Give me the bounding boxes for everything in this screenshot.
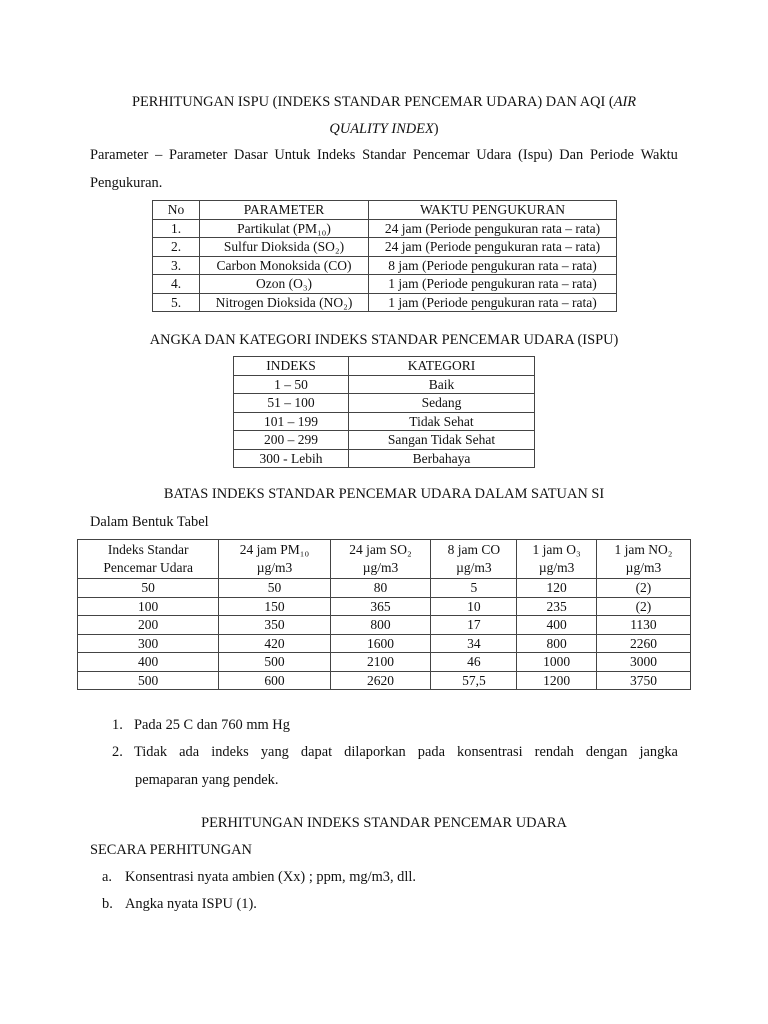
table-cell: 350 xyxy=(219,616,330,635)
perhitungan-section-title: PERHITUNGAN INDEKS STANDAR PENCEMAR UDARA xyxy=(201,815,567,831)
intro-word: Untuk xyxy=(274,147,311,163)
table-cell: 200 – 299 xyxy=(234,431,349,450)
table-cell: Tidak Sehat xyxy=(349,412,535,431)
table-header-cell xyxy=(517,540,597,579)
list-item xyxy=(102,869,416,886)
table-row xyxy=(234,375,535,394)
header-line: µg/m3 xyxy=(362,560,399,575)
table-header-cell: No xyxy=(153,201,200,220)
table-header-cell: PARAMETER xyxy=(200,201,369,220)
batas-table xyxy=(77,539,691,690)
table-cell: Partikulat (PM₁₀) xyxy=(200,219,369,238)
table-cell: 51 – 100 xyxy=(234,394,349,413)
table-cell: 300 xyxy=(78,634,219,653)
kategori-table xyxy=(233,356,535,468)
header-line: 24 jam SO₂ xyxy=(349,542,412,557)
table-cell: 200 xyxy=(78,616,219,635)
table-cell: 100 xyxy=(78,597,219,616)
header-line: µg/m3 xyxy=(456,560,492,575)
list-item xyxy=(102,896,257,913)
header-line: Pencemar Udara xyxy=(103,560,193,575)
intro-word: Indeks xyxy=(317,147,356,163)
table-cell: Sulfur Dioksida (SO₂) xyxy=(200,238,369,257)
header-line: Indeks Standar xyxy=(107,542,189,557)
header-line: 1 jam NO₂ xyxy=(614,542,673,557)
title-text: ) xyxy=(433,121,439,137)
header-line: 8 jam CO xyxy=(447,542,501,557)
table-cell: 400 xyxy=(517,616,597,635)
secara-perhitungan-heading: SECARA PERHITUNGAN xyxy=(90,842,252,858)
intro-word: (Ispu) xyxy=(518,147,553,163)
table-header-cell: INDEKS xyxy=(234,357,349,376)
intro-word: Waktu xyxy=(640,147,678,163)
title-italic-text: QUALITY INDEX xyxy=(329,121,434,137)
table-cell: Nitrogen Dioksida (NO₂) xyxy=(200,293,369,312)
footnote-word: jangka xyxy=(639,744,678,760)
table-cell: 235 xyxy=(517,597,597,616)
table-row xyxy=(153,275,617,294)
table-cell: Carbon Monoksida (CO) xyxy=(200,256,369,275)
table-row xyxy=(153,256,617,275)
table-cell: 400 xyxy=(78,653,219,672)
intro-word: Parameter xyxy=(168,147,228,163)
table-cell: Sangan Tidak Sehat xyxy=(349,431,535,450)
table-cell: 8 jam (Periode pengukuran rata – rata) xyxy=(369,256,617,275)
table-header-row xyxy=(234,357,535,376)
table-cell: 50 xyxy=(78,579,219,598)
table-header-row xyxy=(78,540,691,579)
intro-word: Parameter xyxy=(90,147,149,163)
table-row xyxy=(153,238,617,257)
list-item-text: Angka nyata ISPU (1). xyxy=(125,896,257,912)
table-cell: 2620 xyxy=(330,671,431,690)
title-italic-text: AIR xyxy=(613,94,637,110)
table-cell: 800 xyxy=(330,616,431,635)
table-header-cell xyxy=(78,540,219,579)
table-cell: 1130 xyxy=(596,616,690,635)
table-cell: 80 xyxy=(330,579,431,598)
table-cell: 1 jam (Periode pengukuran rata – rata) xyxy=(369,293,617,312)
intro-word: Periode xyxy=(589,147,634,163)
header-line: µg/m3 xyxy=(625,560,662,575)
table-header-cell: KATEGORI xyxy=(349,357,535,376)
table-cell: Sedang xyxy=(349,394,535,413)
table-cell: 1000 xyxy=(517,653,597,672)
table-cell: 500 xyxy=(219,653,330,672)
table-cell: 2. xyxy=(153,238,200,257)
table-cell: 800 xyxy=(517,634,597,653)
header-line: µg/m3 xyxy=(538,560,575,575)
table-cell: 300 - Lebih xyxy=(234,449,349,468)
footnote-word: Tidak xyxy=(134,744,168,760)
document-title-line1 xyxy=(0,94,768,111)
batas-section-title: BATAS INDEKS STANDAR PENCEMAR UDARA DALAM SATUAN SI xyxy=(163,486,605,502)
table-cell: 1200 xyxy=(517,671,597,690)
intro-word: – xyxy=(155,147,163,163)
table-row xyxy=(78,653,691,672)
table-row xyxy=(78,616,691,635)
table-cell: (2) xyxy=(596,597,690,616)
table-row xyxy=(78,671,691,690)
table-cell: 5. xyxy=(153,293,200,312)
footnote-word: dapat xyxy=(300,744,333,760)
table-cell: 1 – 50 xyxy=(234,375,349,394)
footnote-1 xyxy=(112,717,290,734)
table-row xyxy=(234,394,535,413)
footnote-2-continuation: pemaparan yang pendek. xyxy=(135,772,279,788)
intro-word: Dasar xyxy=(234,147,268,163)
parameter-table xyxy=(152,200,617,312)
table-header-row xyxy=(153,201,617,220)
table-cell: 101 – 199 xyxy=(234,412,349,431)
list-item-label: b. xyxy=(102,896,113,912)
table-header-cell xyxy=(431,540,517,579)
table-cell: 34 xyxy=(431,634,517,653)
table-cell: 2260 xyxy=(596,634,690,653)
table-row xyxy=(153,293,617,312)
header-line: 1 jam O₃ xyxy=(532,542,581,557)
table-cell: 600 xyxy=(219,671,330,690)
table-cell: 10 xyxy=(431,597,517,616)
table-cell: 1. xyxy=(153,219,200,238)
table-cell: 2100 xyxy=(330,653,431,672)
table-header-cell xyxy=(596,540,690,579)
footnote-number: 1. xyxy=(112,717,123,733)
table-cell: 24 jam (Periode pengukuran rata – rata) xyxy=(369,238,617,257)
table-header-cell xyxy=(219,540,330,579)
table-row xyxy=(78,634,691,653)
batas-section-subtitle: Dalam Bentuk Tabel xyxy=(90,514,209,530)
document-title-line2 xyxy=(0,121,768,138)
table-cell: 1600 xyxy=(330,634,431,653)
footnote-text: Pada 25 C dan 760 mm Hg xyxy=(134,717,290,733)
header-line: µg/m3 xyxy=(256,560,293,575)
table-cell: 500 xyxy=(78,671,219,690)
table-cell: 24 jam (Periode pengukuran rata – rata) xyxy=(369,219,617,238)
table-cell: 120 xyxy=(517,579,597,598)
table-cell: 3750 xyxy=(596,671,690,690)
intro-paragraph-line2: Pengukuran. xyxy=(90,175,163,191)
table-header-cell: WAKTU PENGUKURAN xyxy=(369,201,617,220)
table-cell: 365 xyxy=(330,597,431,616)
list-item-text: Konsentrasi nyata ambien (Xx) ; ppm, mg/m3, dll. xyxy=(125,869,416,885)
intro-word: Pencemar xyxy=(412,147,470,163)
footnote-number: 2. xyxy=(112,744,123,760)
footnote-word: ada xyxy=(179,744,200,760)
footnote-word: indeks xyxy=(211,744,249,760)
list-item-label: a. xyxy=(102,869,112,885)
table-cell: (2) xyxy=(596,579,690,598)
table-row xyxy=(78,597,691,616)
table-cell: 50 xyxy=(219,579,330,598)
table-cell: 420 xyxy=(219,634,330,653)
table-cell: Baik xyxy=(349,375,535,394)
table-cell: 1 jam (Periode pengukuran rata – rata) xyxy=(369,275,617,294)
footnote-word: konsentrasi xyxy=(457,744,523,760)
table-row xyxy=(78,579,691,598)
table-cell: 57,5 xyxy=(431,671,517,690)
table-row xyxy=(153,219,617,238)
table-cell: 3000 xyxy=(596,653,690,672)
table-cell: 150 xyxy=(219,597,330,616)
footnote-word: pada xyxy=(417,744,445,760)
table-cell: 4. xyxy=(153,275,200,294)
table-cell: Ozon (O₃) xyxy=(200,275,369,294)
footnote-word: yang xyxy=(260,744,289,760)
title-text: PERHITUNGAN ISPU (INDEKS STANDAR PENCEMAR UDARA) DAN AQI ( xyxy=(131,94,614,110)
intro-word: Dan xyxy=(559,147,584,163)
footnote-word: rendah xyxy=(534,744,574,760)
footnote-2 xyxy=(112,744,678,761)
table-row xyxy=(234,412,535,431)
table-cell: 46 xyxy=(431,653,517,672)
kategori-section-title: ANGKA DAN KATEGORI INDEKS STANDAR PENCEMAR UDARA (ISPU) xyxy=(149,332,619,348)
table-row xyxy=(234,449,535,468)
table-cell: 5 xyxy=(431,579,517,598)
intro-word: Udara xyxy=(476,147,512,163)
footnote-word: dilaporkan xyxy=(344,744,406,760)
header-line: 24 jam PM₁₀ xyxy=(239,542,310,557)
footnote-text xyxy=(134,744,678,761)
table-cell: 17 xyxy=(431,616,517,635)
table-row xyxy=(234,431,535,450)
table-cell: Berbahaya xyxy=(349,449,535,468)
footnote-word: dengan xyxy=(585,744,628,760)
table-header-cell xyxy=(330,540,431,579)
table-cell: 3. xyxy=(153,256,200,275)
intro-word: Standar xyxy=(362,147,407,163)
intro-paragraph-line1 xyxy=(90,147,678,164)
